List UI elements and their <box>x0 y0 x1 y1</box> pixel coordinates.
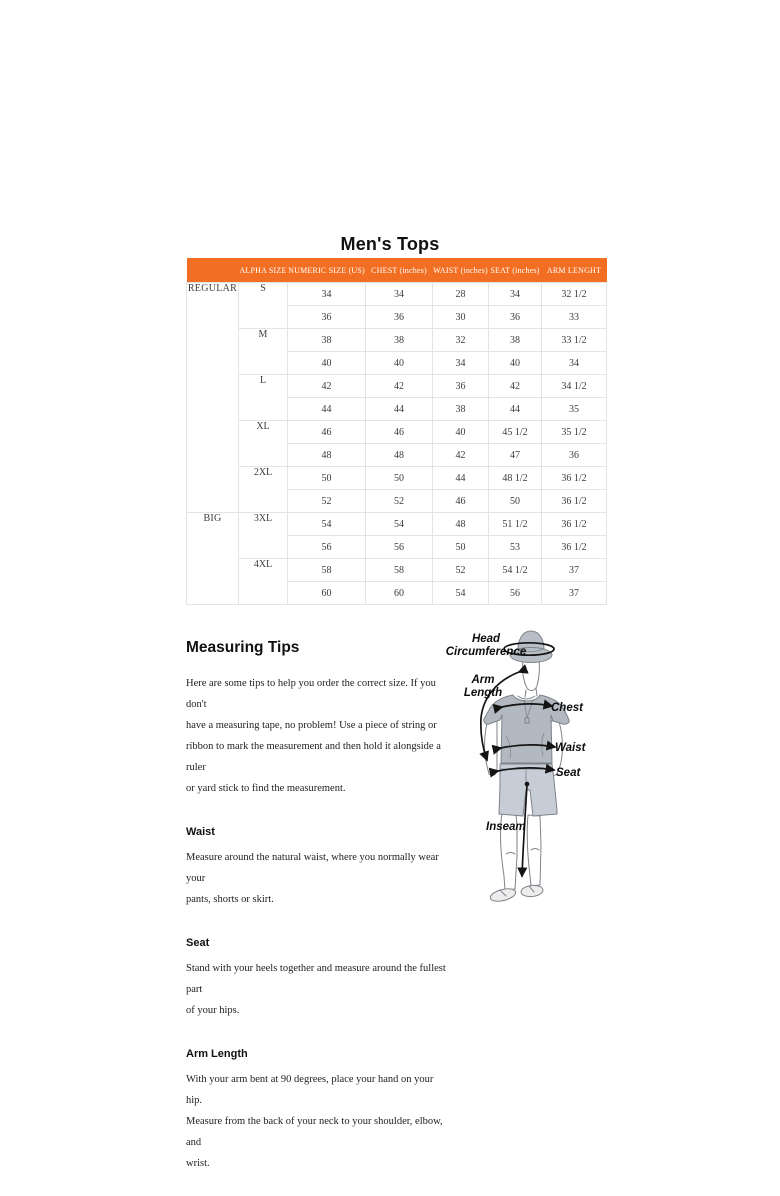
measurement-cell: 60 <box>288 582 366 605</box>
measurement-cell: 56 <box>489 582 542 605</box>
measurement-cell: 40 <box>433 421 489 444</box>
label-arm-length: Arm Length <box>463 674 503 699</box>
header-cell-arm-length: ARM LENGHT <box>542 258 607 283</box>
size-row <box>187 329 607 352</box>
size-chart <box>186 258 606 605</box>
measurement-cell: 32 <box>433 329 489 352</box>
measuring-tips-section <box>186 639 448 1174</box>
label-seat: Seat <box>556 767 581 779</box>
measurement-cell: 46 <box>433 490 489 513</box>
measurement-cell: 36 1/2 <box>542 490 607 513</box>
alpha-size-cell: L <box>239 375 288 421</box>
header-cell-chest: CHEST (inches) <box>366 258 433 283</box>
measurement-cell: 44 <box>288 398 366 421</box>
measurement-cell: 51 1/2 <box>489 513 542 536</box>
measurement-cell: 44 <box>489 398 542 421</box>
measurement-cell: 35 1/2 <box>542 421 607 444</box>
header-cell-numeric-size: NUMERIC SIZE (US) <box>288 258 366 283</box>
chart-header-row <box>187 258 607 283</box>
alpha-size-cell: 2XL <box>239 467 288 513</box>
measurement-cell: 42 <box>433 444 489 467</box>
measurement-cell: 32 1/2 <box>542 283 607 306</box>
measurement-cell: 54 1/2 <box>489 559 542 582</box>
measurement-cell: 38 <box>366 329 433 352</box>
measurement-cell: 58 <box>288 559 366 582</box>
measurement-cell: 38 <box>433 398 489 421</box>
measurement-cell: 36 1/2 <box>542 467 607 490</box>
measurement-cell: 36 <box>489 306 542 329</box>
measurement-cell: 33 1/2 <box>542 329 607 352</box>
measurement-cell: 42 <box>489 375 542 398</box>
measurement-cell: 56 <box>288 536 366 559</box>
measurement-cell: 36 <box>366 306 433 329</box>
measurement-cell: 40 <box>366 352 433 375</box>
man-illustration <box>440 618 625 913</box>
measurement-cell: 34 1/2 <box>542 375 607 398</box>
measurement-cell: 34 <box>489 283 542 306</box>
tip-section-heading: Arm Length <box>186 1048 248 1060</box>
measurement-cell: 42 <box>288 375 366 398</box>
header-cell-category <box>187 258 239 283</box>
measurement-cell: 38 <box>288 329 366 352</box>
measurement-cell: 48 <box>433 513 489 536</box>
label-head-circumference: Head Circumference <box>445 633 527 658</box>
measurement-cell: 34 <box>288 283 366 306</box>
measurement-cell: 46 <box>288 421 366 444</box>
measurement-cell: 34 <box>433 352 489 375</box>
alpha-size-cell: S <box>239 283 288 329</box>
measurement-cell: 54 <box>366 513 433 536</box>
category-cell: BIG <box>187 513 239 605</box>
category-cell: REGULAR <box>187 283 239 513</box>
measurement-cell: 60 <box>366 582 433 605</box>
alpha-size-cell: XL <box>239 421 288 467</box>
measurement-cell: 52 <box>366 490 433 513</box>
measurement-cell: 38 <box>489 329 542 352</box>
measurement-cell: 54 <box>433 582 489 605</box>
measurement-cell: 52 <box>433 559 489 582</box>
measurement-cell: 30 <box>433 306 489 329</box>
header-cell-waist: WAIST (inches) <box>433 258 489 283</box>
measurement-cell: 50 <box>433 536 489 559</box>
size-row <box>187 467 607 490</box>
measurement-cell: 48 <box>366 444 433 467</box>
measurement-cell: 36 <box>542 444 607 467</box>
header-cell-alpha-size: ALPHA SIZE <box>239 258 288 283</box>
measurement-cell: 36 <box>288 306 366 329</box>
measurement-cell: 47 <box>489 444 542 467</box>
measurement-cell: 35 <box>542 398 607 421</box>
measurement-cell: 36 <box>433 375 489 398</box>
measurement-cell: 53 <box>489 536 542 559</box>
label-chest: Chest <box>551 702 583 714</box>
measurement-cell: 56 <box>366 536 433 559</box>
header-cell-seat: SEAT (inches) <box>489 258 542 283</box>
measurement-cell: 50 <box>489 490 542 513</box>
measurement-cell: 58 <box>366 559 433 582</box>
measurement-cell: 40 <box>489 352 542 375</box>
measurement-cell: 44 <box>366 398 433 421</box>
measurement-cell: 42 <box>366 375 433 398</box>
measuring-tips-intro: Here are some tips to help you order the correct size. If you don't have a measuring tape, no problem! Use a piece of string or ribbon to mark the measurement and then hold it alongside a ruler or yard stick to find the measurement. <box>186 678 441 794</box>
alpha-size-cell: 3XL <box>239 513 288 559</box>
measurement-cell: 48 <box>288 444 366 467</box>
measurement-cell: 50 <box>288 467 366 490</box>
label-inseam: Inseam <box>486 821 526 833</box>
label-waist: Waist <box>555 742 586 754</box>
measurement-cell: 28 <box>433 283 489 306</box>
measurement-cell: 36 1/2 <box>542 536 607 559</box>
measuring-tips-heading: Measuring Tips <box>186 639 300 656</box>
measurement-figure <box>440 618 625 913</box>
tip-section-text: Stand with your heels together and measure around the fullest part of your hips. <box>186 963 446 1016</box>
size-row <box>187 513 607 536</box>
size-row <box>187 283 607 306</box>
alpha-size-cell: 4XL <box>239 559 288 605</box>
measurement-cell: 46 <box>366 421 433 444</box>
measurement-cell: 36 1/2 <box>542 513 607 536</box>
tip-subsections <box>186 826 448 1174</box>
measurement-cell: 37 <box>542 559 607 582</box>
measurement-cell: 48 1/2 <box>489 467 542 490</box>
measurement-cell: 52 <box>288 490 366 513</box>
measurement-cell: 37 <box>542 582 607 605</box>
measurement-cell: 44 <box>433 467 489 490</box>
measurement-cell: 34 <box>366 283 433 306</box>
size-row <box>187 559 607 582</box>
tip-section-heading: Seat <box>186 937 210 949</box>
page-title: Men's Tops <box>340 234 440 255</box>
measurement-cell: 34 <box>542 352 607 375</box>
measurement-cell: 54 <box>288 513 366 536</box>
tip-section-heading: Waist <box>186 826 215 838</box>
measurement-cell: 33 <box>542 306 607 329</box>
size-row <box>187 375 607 398</box>
alpha-size-cell: M <box>239 329 288 375</box>
tip-section-text: With your arm bent at 90 degrees, place your hand on your hip. Measure from the back of your neck to your shoulder, elbow, and wrist. <box>186 1074 443 1169</box>
size-chart-table <box>186 258 607 605</box>
size-row <box>187 421 607 444</box>
measurement-cell: 40 <box>288 352 366 375</box>
measurement-cell: 50 <box>366 467 433 490</box>
tip-section-text: Measure around the natural waist, where you normally wear your pants, shorts or skirt. <box>186 852 439 905</box>
measurement-cell: 45 1/2 <box>489 421 542 444</box>
